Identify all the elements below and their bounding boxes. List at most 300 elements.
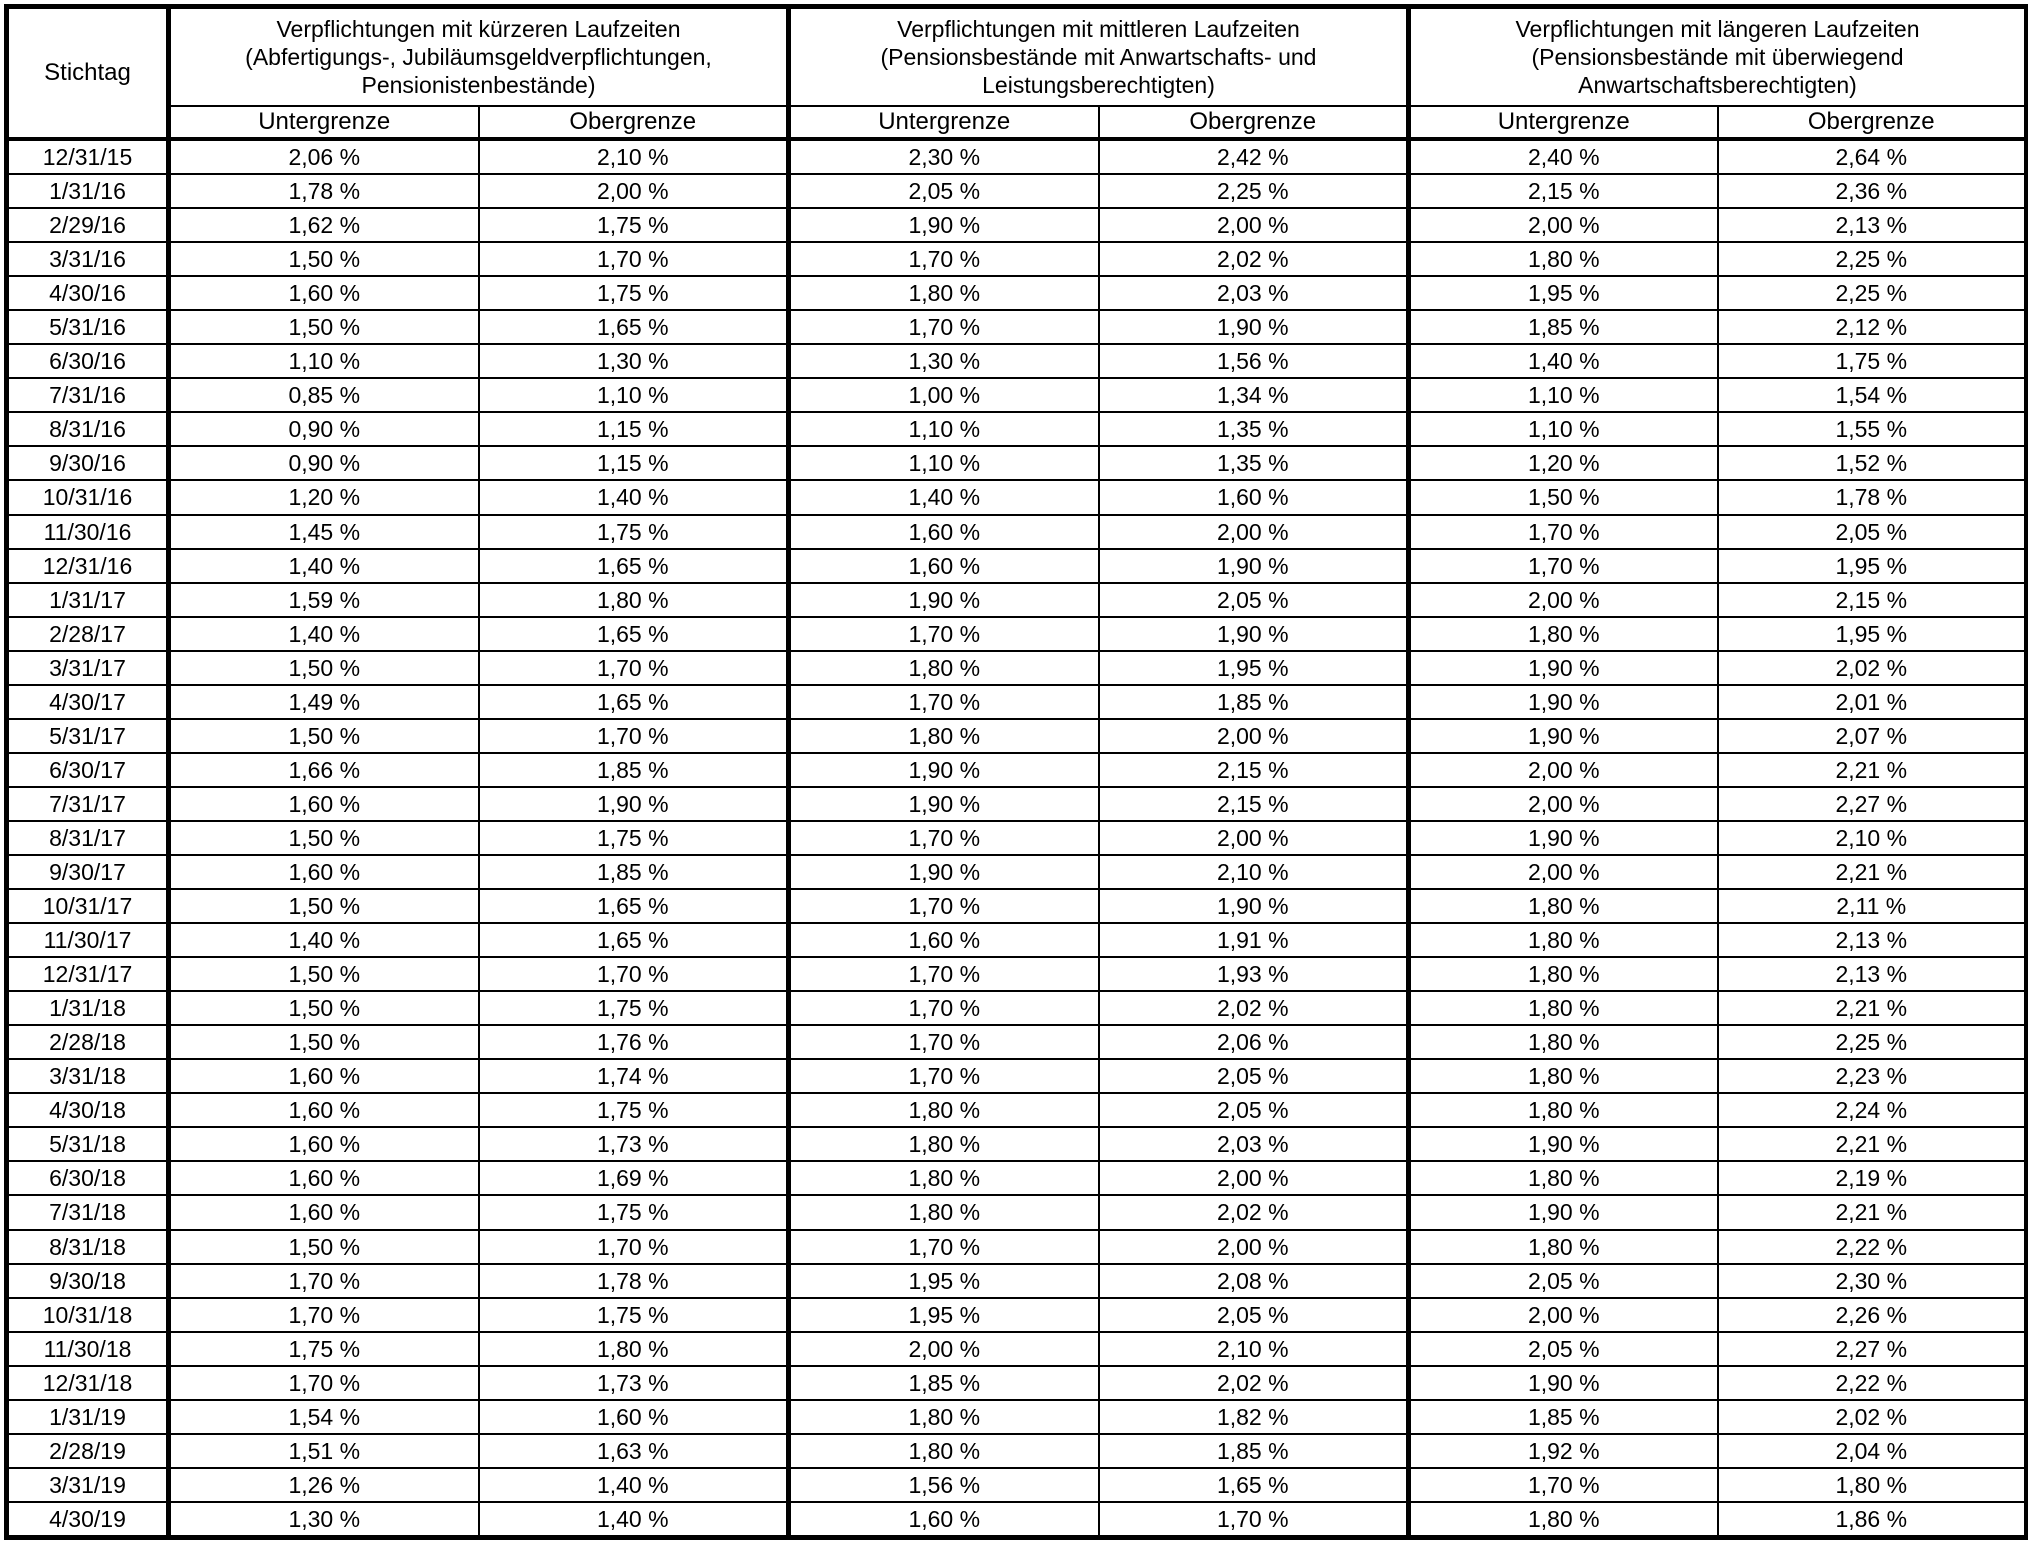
short-term-lower-cell: 1,60 % [169,855,479,889]
medium-term-lower-cell: 1,70 % [789,617,1099,651]
group-title-line: Pensionistenbestände) [361,72,596,98]
medium-term-lower-cell: 1,10 % [789,446,1099,480]
long-term-upper-cell: 1,55 % [1718,412,2027,446]
medium-term-lower-cell: 1,80 % [789,719,1099,753]
long-term-lower-cell: 1,80 % [1409,1025,1718,1059]
rates-table-container [4,4,2024,1540]
long-term-lower-cell: 1,80 % [1409,923,1718,957]
long-term-lower-cell: 1,85 % [1409,310,1718,344]
short-term-lower-cell: 1,10 % [169,344,479,378]
medium-term-upper-cell: 2,00 % [1099,1161,1409,1195]
long-term-lower-cell: 1,10 % [1409,412,1718,446]
medium-term-lower-cell: 1,70 % [789,889,1099,923]
short-term-lower-cell: 1,50 % [169,719,479,753]
date-cell: 11/30/17 [7,923,169,957]
medium-term-lower-cell: 2,30 % [789,139,1099,174]
short-term-upper-cell: 1,70 % [479,719,789,753]
long-term-lower-cell: 2,00 % [1409,787,1718,821]
medium-term-lower-cell: 1,80 % [789,651,1099,685]
long-term-upper-cell: 1,78 % [1718,480,2027,514]
long-term-upper-cell: 1,95 % [1718,617,2027,651]
long-term-lower-cell: 2,00 % [1409,753,1718,787]
table-row [7,1434,2027,1468]
long-term-upper-cell: 2,25 % [1718,1025,2027,1059]
medium-term-upper-cell: 2,05 % [1099,1093,1409,1127]
long-term-lower-cell: 2,00 % [1409,855,1718,889]
medium-term-upper-cell: 1,90 % [1099,617,1409,651]
medium-term-upper-cell: 1,82 % [1099,1400,1409,1434]
medium-term-lower-cell: 1,60 % [789,923,1099,957]
medium-term-lower-cell: 2,05 % [789,174,1099,208]
short-term-upper-cell: 1,65 % [479,310,789,344]
medium-term-upper-cell: 2,05 % [1099,583,1409,617]
date-cell: 6/30/16 [7,344,169,378]
medium-term-upper-cell: 2,05 % [1099,1298,1409,1332]
date-cell: 6/30/17 [7,753,169,787]
short-term-lower-cell: 1,40 % [169,923,479,957]
long-term-upper-cell: 2,21 % [1718,753,2027,787]
table-row [7,1332,2027,1366]
long-term-lower-cell: 1,90 % [1409,719,1718,753]
long-term-lower-cell: 1,20 % [1409,446,1718,480]
long-term-upper-cell: 2,64 % [1718,139,2027,174]
table-row [7,208,2027,242]
long-term-upper-cell: 2,04 % [1718,1434,2027,1468]
table-row [7,412,2027,446]
table-row [7,1264,2027,1298]
long-term-upper-cell: 2,21 % [1718,991,2027,1025]
medium-term-upper-cell: 1,35 % [1099,412,1409,446]
short-term-lower-cell: 1,70 % [169,1298,479,1332]
short-term-upper-cell: 1,78 % [479,1264,789,1298]
short-term-lower-cell: 2,06 % [169,139,479,174]
table-row [7,174,2027,208]
short-term-upper-cell: 1,85 % [479,753,789,787]
medium-term-upper-cell: 1,95 % [1099,651,1409,685]
date-cell: 1/31/19 [7,1400,169,1434]
table-row [7,787,2027,821]
long-term-lower-cell: 1,90 % [1409,821,1718,855]
long-term-upper-cell: 1,52 % [1718,446,2027,480]
long-term-lower-cell: 1,50 % [1409,480,1718,514]
medium-term-lower-cell: 1,70 % [789,1059,1099,1093]
date-cell: 5/31/16 [7,310,169,344]
long-term-lower-cell: 1,90 % [1409,1366,1718,1400]
long-term-upper-cell: 2,15 % [1718,583,2027,617]
medium-term-upper-cell: 2,00 % [1099,208,1409,242]
short-term-lower-cell: 1,62 % [169,208,479,242]
medium-term-lower-cell: 2,00 % [789,1332,1099,1366]
date-cell: 7/31/16 [7,378,169,412]
short-term-lower-cell: 1,50 % [169,821,479,855]
table-row [7,651,2027,685]
medium-term-lower-cell: 1,95 % [789,1298,1099,1332]
medium-term-upper-cell: 2,02 % [1099,242,1409,276]
medium-term-lower-cell: 1,00 % [789,378,1099,412]
long-term-upper-cell: 2,13 % [1718,208,2027,242]
group-title-line: (Pensionsbestände mit Anwartschafts- und [880,44,1317,70]
long-term-lower-cell: 1,85 % [1409,1400,1718,1434]
medium-term-upper-cell: 2,25 % [1099,174,1409,208]
group-header-long-term [1409,7,2027,107]
medium-term-lower-cell: 1,60 % [789,1502,1099,1538]
medium-term-lower-cell: 1,90 % [789,787,1099,821]
medium-term-upper-cell: 1,90 % [1099,889,1409,923]
date-cell: 1/31/16 [7,174,169,208]
long-term-upper-cell: 2,30 % [1718,1264,2027,1298]
short-term-lower-cell: 1,40 % [169,549,479,583]
short-term-upper-cell: 1,30 % [479,344,789,378]
short-term-lower-cell: 1,60 % [169,1161,479,1195]
table-row [7,1468,2027,1502]
medium-term-lower-cell: 1,90 % [789,208,1099,242]
medium-term-lower-cell: 1,70 % [789,242,1099,276]
short-term-upper-cell: 1,76 % [479,1025,789,1059]
short-term-lower-cell: 1,60 % [169,1059,479,1093]
short-term-upper-cell: 1,80 % [479,1332,789,1366]
long-term-upper-cell: 2,13 % [1718,923,2027,957]
short-term-upper-cell: 1,74 % [479,1059,789,1093]
long-term-lower-cell: 1,90 % [1409,1127,1718,1161]
table-row [7,753,2027,787]
medium-term-lower-cell: 1,80 % [789,1093,1099,1127]
medium-term-upper-cell: 1,90 % [1099,549,1409,583]
short-term-upper-cell: 2,00 % [479,174,789,208]
group-title-line: Leistungsberechtigten) [982,72,1215,98]
stichtag-column-header: Stichtag [7,7,169,140]
short-term-upper-cell: 1,70 % [479,242,789,276]
short-term-upper-cell: 1,65 % [479,549,789,583]
short-term-upper-cell: 1,63 % [479,1434,789,1468]
date-cell: 8/31/18 [7,1230,169,1264]
date-cell: 4/30/19 [7,1502,169,1538]
long-term-upper-cell: 2,01 % [1718,685,2027,719]
date-cell: 3/31/18 [7,1059,169,1093]
long-term-upper-cell: 2,02 % [1718,651,2027,685]
sub-header-row [7,106,2027,139]
table-row [7,1502,2027,1538]
medium-term-lower-cell: 1,70 % [789,1230,1099,1264]
date-cell: 5/31/18 [7,1127,169,1161]
long-term-lower-cell: 2,05 % [1409,1264,1718,1298]
medium-term-upper-cell: 2,00 % [1099,1230,1409,1264]
medium-term-lower-cell: 1,70 % [789,310,1099,344]
short-term-lower-cell: 1,50 % [169,1230,479,1264]
table-row [7,1230,2027,1264]
short-term-upper-cell: 1,75 % [479,276,789,310]
medium-term-upper-cell: 1,35 % [1099,446,1409,480]
long-term-lower-cell: 1,90 % [1409,651,1718,685]
table-row [7,1298,2027,1332]
short-term-lower-cell: 1,75 % [169,1332,479,1366]
table-row [7,1059,2027,1093]
short-term-lower-cell: 1,54 % [169,1400,479,1434]
short-term-lower-cell: 1,59 % [169,583,479,617]
short-term-lower-cell: 1,50 % [169,957,479,991]
date-cell: 10/31/18 [7,1298,169,1332]
medium-term-lower-cell: 1,80 % [789,1127,1099,1161]
short-term-upper-cell: 1,40 % [479,480,789,514]
long-term-lower-cell: 2,05 % [1409,1332,1718,1366]
short-term-upper-cell: 1,65 % [479,617,789,651]
short-term-upper-cell: 1,70 % [479,651,789,685]
table-row [7,1161,2027,1195]
medium-term-upper-cell: 2,00 % [1099,719,1409,753]
table-row [7,242,2027,276]
date-cell: 3/31/19 [7,1468,169,1502]
medium-term-lower-cell: 1,40 % [789,480,1099,514]
long-term-lower-cell: 1,80 % [1409,1093,1718,1127]
long-term-upper-cell: 2,24 % [1718,1093,2027,1127]
medium-term-lower-cell: 1,56 % [789,1468,1099,1502]
medium-term-lower-cell: 1,70 % [789,821,1099,855]
table-row [7,344,2027,378]
group-header-short-term [169,7,789,107]
short-term-lower-cell: 1,49 % [169,685,479,719]
long-term-lower-header: Untergrenze [1409,106,1718,139]
short-term-lower-cell: 1,66 % [169,753,479,787]
long-term-upper-cell: 2,25 % [1718,242,2027,276]
table-row [7,889,2027,923]
short-term-upper-cell: 1,80 % [479,583,789,617]
medium-term-lower-cell: 1,80 % [789,1161,1099,1195]
medium-term-upper-cell: 1,91 % [1099,923,1409,957]
short-term-lower-cell: 1,45 % [169,515,479,549]
group-title-line: Verpflichtungen mit kürzeren Laufzeiten [276,16,681,42]
medium-term-lower-cell: 1,80 % [789,1195,1099,1229]
date-cell: 4/30/17 [7,685,169,719]
date-cell: 3/31/16 [7,242,169,276]
short-term-lower-cell: 1,50 % [169,991,479,1025]
short-term-upper-cell: 1,65 % [479,685,789,719]
table-row [7,1400,2027,1434]
short-term-lower-cell: 1,50 % [169,242,479,276]
medium-term-upper-cell: 2,02 % [1099,1366,1409,1400]
table-row [7,549,2027,583]
long-term-lower-cell: 2,00 % [1409,583,1718,617]
long-term-lower-cell: 1,90 % [1409,685,1718,719]
group-header-medium-term [789,7,1409,107]
table-row [7,719,2027,753]
medium-term-upper-cell: 1,34 % [1099,378,1409,412]
medium-term-upper-cell: 2,42 % [1099,139,1409,174]
date-cell: 12/31/17 [7,957,169,991]
short-term-upper-cell: 1,73 % [479,1366,789,1400]
long-term-upper-cell: 2,23 % [1718,1059,2027,1093]
table-row [7,139,2027,174]
long-term-upper-cell: 1,95 % [1718,549,2027,583]
short-term-upper-cell: 1,75 % [479,1298,789,1332]
short-term-upper-cell: 1,75 % [479,991,789,1025]
long-term-upper-cell: 2,13 % [1718,957,2027,991]
short-term-upper-cell: 1,40 % [479,1502,789,1538]
long-term-lower-cell: 2,40 % [1409,139,1718,174]
long-term-upper-cell: 2,21 % [1718,1195,2027,1229]
date-cell: 2/28/19 [7,1434,169,1468]
short-term-lower-cell: 0,85 % [169,378,479,412]
long-term-upper-cell: 2,10 % [1718,821,2027,855]
medium-term-upper-cell: 2,05 % [1099,1059,1409,1093]
short-term-lower-cell: 1,50 % [169,1025,479,1059]
medium-term-upper-cell: 2,03 % [1099,276,1409,310]
short-term-lower-cell: 1,60 % [169,1195,479,1229]
short-term-lower-cell: 1,60 % [169,276,479,310]
long-term-upper-cell: 2,12 % [1718,310,2027,344]
short-term-lower-cell: 0,90 % [169,446,479,480]
date-cell: 2/28/18 [7,1025,169,1059]
date-cell: 8/31/17 [7,821,169,855]
date-cell: 4/30/16 [7,276,169,310]
long-term-upper-cell: 1,54 % [1718,378,2027,412]
table-row [7,617,2027,651]
long-term-upper-cell: 2,19 % [1718,1161,2027,1195]
long-term-lower-cell: 1,80 % [1409,957,1718,991]
group-header-row [7,7,2027,107]
medium-term-upper-cell: 2,02 % [1099,991,1409,1025]
medium-term-upper-cell: 2,15 % [1099,753,1409,787]
long-term-upper-cell: 2,27 % [1718,1332,2027,1366]
long-term-lower-cell: 2,15 % [1409,174,1718,208]
short-term-upper-cell: 1,69 % [479,1161,789,1195]
long-term-upper-cell: 1,80 % [1718,1468,2027,1502]
long-term-upper-header: Obergrenze [1718,106,2027,139]
table-row [7,923,2027,957]
table-row [7,583,2027,617]
short-term-lower-cell: 1,70 % [169,1366,479,1400]
short-term-upper-cell: 1,85 % [479,855,789,889]
long-term-upper-cell: 2,25 % [1718,276,2027,310]
short-term-upper-cell: 1,73 % [479,1127,789,1161]
long-term-lower-cell: 2,00 % [1409,1298,1718,1332]
long-term-upper-cell: 2,22 % [1718,1230,2027,1264]
short-term-upper-cell: 1,75 % [479,208,789,242]
short-term-lower-cell: 1,50 % [169,310,479,344]
medium-term-upper-cell: 2,00 % [1099,821,1409,855]
medium-term-upper-cell: 1,90 % [1099,310,1409,344]
date-cell: 9/30/17 [7,855,169,889]
medium-term-upper-cell: 1,56 % [1099,344,1409,378]
medium-term-lower-cell: 1,90 % [789,855,1099,889]
short-term-lower-cell: 1,20 % [169,480,479,514]
date-cell: 7/31/17 [7,787,169,821]
long-term-lower-cell: 1,10 % [1409,378,1718,412]
medium-term-upper-cell: 1,93 % [1099,957,1409,991]
long-term-lower-cell: 1,70 % [1409,1468,1718,1502]
medium-term-upper-cell: 1,85 % [1099,685,1409,719]
medium-term-lower-cell: 1,60 % [789,549,1099,583]
date-cell: 11/30/16 [7,515,169,549]
table-row [7,957,2027,991]
short-term-lower-cell: 1,51 % [169,1434,479,1468]
date-cell: 12/31/18 [7,1366,169,1400]
short-term-upper-cell: 1,65 % [479,923,789,957]
short-term-lower-cell: 1,60 % [169,1093,479,1127]
medium-term-lower-cell: 1,80 % [789,276,1099,310]
short-term-upper-cell: 1,90 % [479,787,789,821]
long-term-lower-cell: 1,80 % [1409,1230,1718,1264]
date-cell: 8/31/16 [7,412,169,446]
short-term-upper-cell: 1,75 % [479,1093,789,1127]
short-term-upper-cell: 1,60 % [479,1400,789,1434]
short-term-upper-cell: 1,15 % [479,446,789,480]
long-term-upper-cell: 1,75 % [1718,344,2027,378]
medium-term-upper-cell: 1,60 % [1099,480,1409,514]
medium-term-upper-cell: 2,06 % [1099,1025,1409,1059]
date-cell: 3/31/17 [7,651,169,685]
date-cell: 10/31/17 [7,889,169,923]
medium-term-upper-header: Obergrenze [1099,106,1409,139]
group-title-line: (Pensionsbestände mit überwiegend [1531,44,1904,70]
long-term-lower-cell: 1,70 % [1409,515,1718,549]
short-term-upper-cell: 1,15 % [479,412,789,446]
long-term-upper-cell: 2,27 % [1718,787,2027,821]
table-row [7,480,2027,514]
medium-term-lower-cell: 1,70 % [789,991,1099,1025]
table-row [7,310,2027,344]
table-row [7,1093,2027,1127]
group-title-line: (Abfertigungs-, Jubiläumsgeldverpflichtungen, [245,44,712,70]
long-term-lower-cell: 1,80 % [1409,1502,1718,1538]
date-cell: 12/31/15 [7,139,169,174]
short-term-lower-cell: 0,90 % [169,412,479,446]
medium-term-lower-header: Untergrenze [789,106,1099,139]
table-row [7,1127,2027,1161]
short-term-upper-cell: 1,10 % [479,378,789,412]
short-term-upper-header: Obergrenze [479,106,789,139]
date-cell: 2/29/16 [7,208,169,242]
medium-term-upper-cell: 2,10 % [1099,1332,1409,1366]
date-cell: 12/31/16 [7,549,169,583]
short-term-lower-cell: 1,40 % [169,617,479,651]
group-title-line: Anwartschaftsberechtigten) [1578,72,1857,98]
medium-term-upper-cell: 2,03 % [1099,1127,1409,1161]
short-term-upper-cell: 1,75 % [479,1195,789,1229]
short-term-lower-cell: 1,60 % [169,787,479,821]
short-term-upper-cell: 1,70 % [479,957,789,991]
date-cell: 9/30/16 [7,446,169,480]
medium-term-lower-cell: 1,70 % [789,1025,1099,1059]
medium-term-lower-cell: 1,80 % [789,1400,1099,1434]
long-term-lower-cell: 1,80 % [1409,991,1718,1025]
medium-term-upper-cell: 1,70 % [1099,1502,1409,1538]
long-term-lower-cell: 1,80 % [1409,1059,1718,1093]
medium-term-lower-cell: 1,70 % [789,957,1099,991]
medium-term-lower-cell: 1,95 % [789,1264,1099,1298]
long-term-upper-cell: 2,21 % [1718,855,2027,889]
medium-term-upper-cell: 2,08 % [1099,1264,1409,1298]
date-cell: 10/31/16 [7,480,169,514]
long-term-upper-cell: 2,21 % [1718,1127,2027,1161]
short-term-upper-cell: 1,75 % [479,515,789,549]
table-row [7,991,2027,1025]
long-term-lower-cell: 1,95 % [1409,276,1718,310]
medium-term-lower-cell: 1,80 % [789,1434,1099,1468]
medium-term-upper-cell: 1,65 % [1099,1468,1409,1502]
date-cell: 4/30/18 [7,1093,169,1127]
long-term-upper-cell: 2,05 % [1718,515,2027,549]
short-term-lower-cell: 1,50 % [169,889,479,923]
table-row [7,446,2027,480]
long-term-lower-cell: 1,40 % [1409,344,1718,378]
long-term-lower-cell: 2,00 % [1409,208,1718,242]
table-row [7,855,2027,889]
short-term-upper-cell: 1,70 % [479,1230,789,1264]
date-cell: 2/28/17 [7,617,169,651]
medium-term-lower-cell: 1,30 % [789,344,1099,378]
long-term-upper-cell: 2,36 % [1718,174,2027,208]
long-term-lower-cell: 1,80 % [1409,617,1718,651]
discount-rates-table [4,4,2028,1540]
